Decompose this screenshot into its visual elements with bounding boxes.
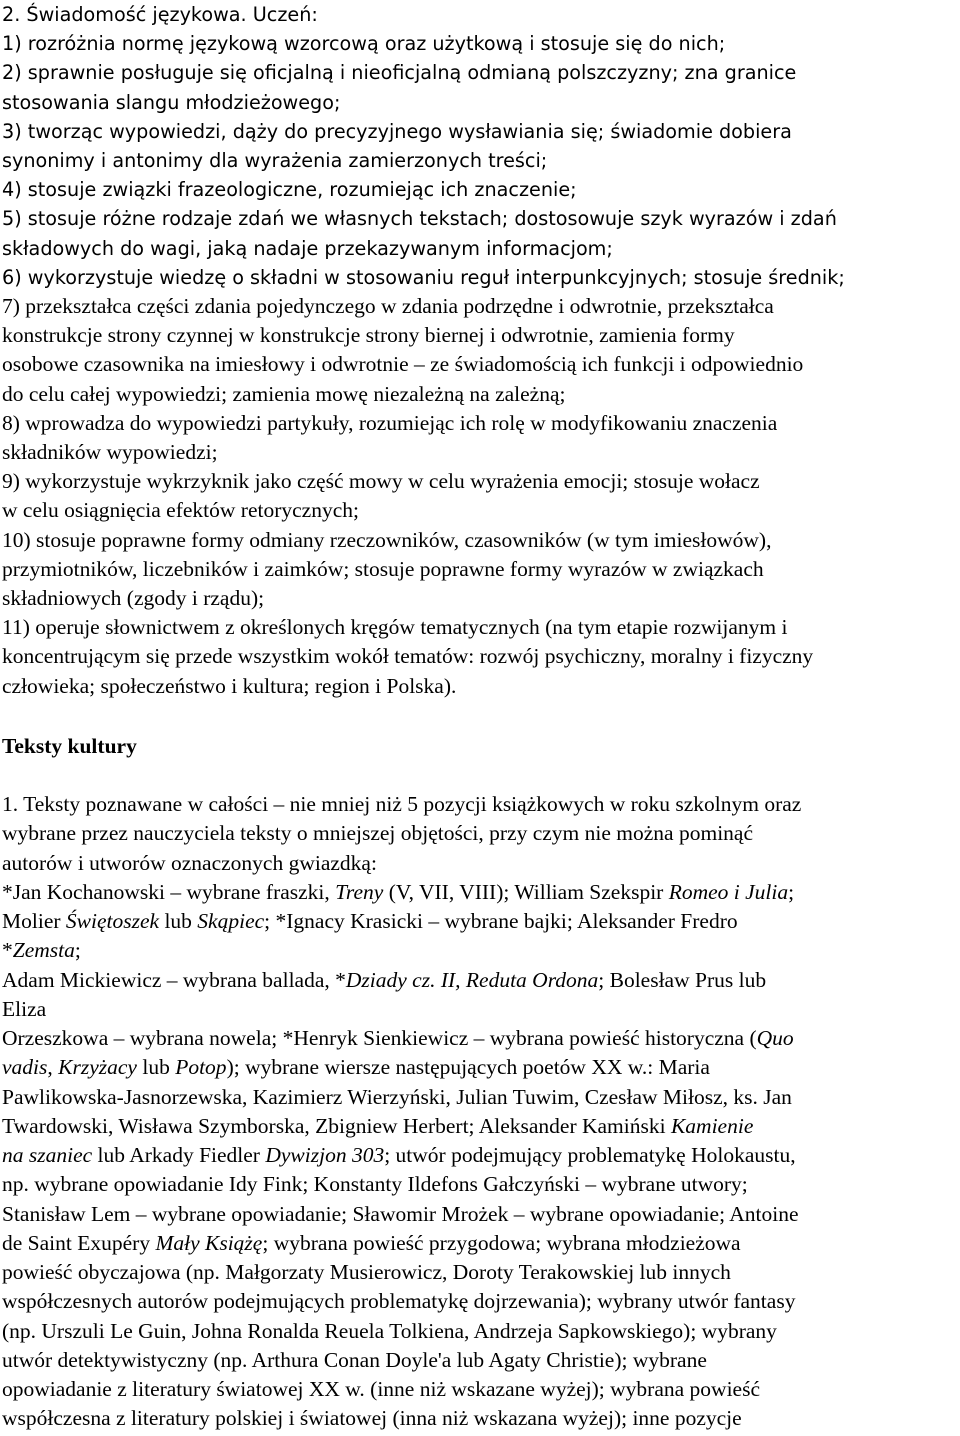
italic-title: Treny [335,879,384,904]
paragraph-line: de Saint Exupéry Mały Książę; wybrana powieść przygodowa; wybrana młodzieżowa [2,1230,741,1255]
paragraph-line: Adam Mickiewicz – wybrana ballada, *Dziady cz. II, Reduta Ordona; Bolesław Prus lub [2,967,767,992]
list-item: 7) przekształca części zdania pojedynczego w zdania podrzędne i odwrotnie, przekształca [2,294,774,318]
list-item: 11) operuje słownictwem z określonych kręgów tematycznych (na tym etapie rozwijanym i [2,615,788,640]
paragraph-line: *Zemsta; [2,938,81,963]
list-item-continuation: koncentrującym się przede wszystkim wokół tematów: rozwój psychiczny, moralny i fizyczny [2,644,814,669]
list-item-continuation: składniowych (zgody i rządu); [2,586,265,610]
list-item-continuation: składowych do wagi, jaką nadaje przekazywanym informacjom; [2,236,613,260]
paragraph-line: na szaniec lub Arkady Fiedler Dywizjon 303; utwór podejmujący problematykę Holokaustu, [2,1143,796,1167]
paragraph-line: (np. Urszuli Le Guin, Johna Ronalda Reuela Tolkiena, Andrzeja Sapkowskiego); wybrany [2,1318,777,1343]
paragraph-line: Orzeszkowa – wybrana nowela; *Henryk Sienkiewicz – wybrana powieść historyczna (Quo [2,1026,794,1050]
list-item-continuation: w celu osiągnięcia efektów retorycznych; [2,498,359,523]
paragraph-line: vadis, Krzyżacy lub Potop); wybrane wiersze następujących poetów XX w.: Maria [2,1055,710,1080]
paragraph-line: wybrane przez nauczyciela teksty o mniejszej objętości, przy czym nie można pominąć [2,821,753,846]
list-item-continuation: przymiotników, liczebników i zaimków; stosuje poprawne formy wyrazów w związkach [2,556,764,581]
list-item: 2) sprawnie posługuje się oficjalną i nieoficjalną odmianą polszczyzny; zna granice [2,61,797,85]
list-item-continuation: osobowe czasownika na imiesłowy i odwrotnie – ze świadomością ich funkcji i odpowiednio [2,352,804,377]
paragraph-line: Pawlikowska-Jasnorzewska, Kazimierz Wierzyński, Julian Tuwim, Czesław Miłosz, ks. Jan [2,1084,792,1109]
italic-title: vadis [2,1055,48,1080]
paragraph-line: powieść obyczajowa (np. Małgorzaty Musierowicz, Doroty Terakowskiej lub innych [2,1260,731,1284]
italic-title: Mały Książę [155,1230,263,1255]
paragraph-line: Twardowski, Wisława Szymborska, Zbigniew Herbert; Aleksander Kamiński Kamienie [2,1113,754,1138]
paragraph-line: utwór detektywistyczny (np. Arthura Conan Doyle'a lub Agaty Christie); wybrane [2,1347,707,1372]
list-item-continuation: stosowania slangu młodzieżowego; [2,90,341,114]
list-item-continuation: konstrukcje strony czynnej w konstrukcje strony biernej i odwrotnie, zamienia formy [2,323,735,348]
paragraph-line: 1. Teksty poznawane w całości – nie mniej niż 5 pozycji książkowych w roku szkolnym oraz [2,792,802,816]
paragraph-line: Eliza [2,996,47,1021]
italic-title: na szaniec [2,1143,93,1167]
list-item-continuation: do celu całej wypowiedzi; zamienia mowę niezależną na zależną; [2,381,566,406]
list-item: 1) rozróżnia normę językową wzorcową oraz użytkową i stosuje się do nich; [2,32,726,56]
paragraph-line: współczesna z literatury polskiej i światowej (inna niż wskazana wyżej); inne pozycje [2,1406,742,1431]
italic-title: Krzyżacy [58,1055,137,1080]
list-item: 6) wykorzystuje wiedzę o składni w stosowaniu reguł interpunkcyjnych; stosuje średnik; [2,265,845,289]
list-item: 10) stosuje poprawne formy odmiany rzeczowników, czasowników (w tym imiesłowów), [2,527,772,552]
section-2-title: 2. Świadomość językowa. Uczeń: [2,3,318,26]
paragraph-line: współczesnych autorów podejmujących problematykę dojrzewania); wybrany utwór fantasy [2,1289,796,1314]
list-item: 3) tworząc wypowiedzi, dąży do precyzyjnego wysławiania się; świadomie dobiera [2,119,792,143]
italic-title: Skąpiec [197,909,265,933]
section-heading-teksty-kultury: Teksty kultury [2,734,137,758]
italic-title: Potop [175,1055,227,1080]
paragraph-line: autorów i utworów oznaczonych gwiazdką: [2,850,377,875]
italic-title: Dywizjon 303 [265,1143,385,1167]
list-item-continuation: składników wypowiedzi; [2,440,218,464]
list-item: 9) wykorzystuje wykrzyknik jako część mowy w celu wyrażenia emocji; stosuje wołacz [2,469,760,494]
italic-title: Romeo i Julia [668,879,789,904]
italic-title: Kamienie [670,1113,754,1138]
paragraph-line: Stanisław Lem – wybrane opowiadanie; Sławomir Mrożek – wybrane opowiadanie; Antoine [2,1201,799,1226]
paragraph-line: opowiadanie z literatury światowej XX w. (inne niż wskazane wyżej); wybrana powieść [2,1377,761,1401]
italic-title: Quo [756,1026,794,1050]
list-item: 5) stosuje różne rodzaje zdań we własnych tekstach; dostosowuje szyk wyrazów i zdań [2,207,837,231]
list-item-continuation: synonimy i antonimy dla wyrażenia zamierzonych treści; [2,149,548,172]
paragraph-line: Molier Świętoszek lub Skąpiec; *Ignacy Krasicki – wybrane bajki; Aleksander Fredro [2,909,738,933]
paragraph-line: *Jan Kochanowski – wybrane fraszki, Treny (V, VII, VIII); William Szekspir Romeo i Julia; [2,879,795,904]
list-item: 8) wprowadza do wypowiedzi partykuły, rozumiejąc ich rolę w modyfikowaniu znaczenia [2,410,778,435]
paragraph-line: np. wybrane opowiadanie Idy Fink; Konstanty Ildefons Gałczyński – wybrane utwory; [2,1172,748,1197]
list-item-continuation: człowieka; społeczeństwo i kultura; region i Polska). [2,673,457,698]
list-item: 4) stosuje związki frazeologiczne, rozumiejąc ich znaczenie; [2,178,577,202]
italic-title: Zemsta [12,938,75,963]
italic-title: Dziady cz. II, Reduta Ordona [345,967,599,992]
italic-title: Świętoszek [65,909,160,933]
